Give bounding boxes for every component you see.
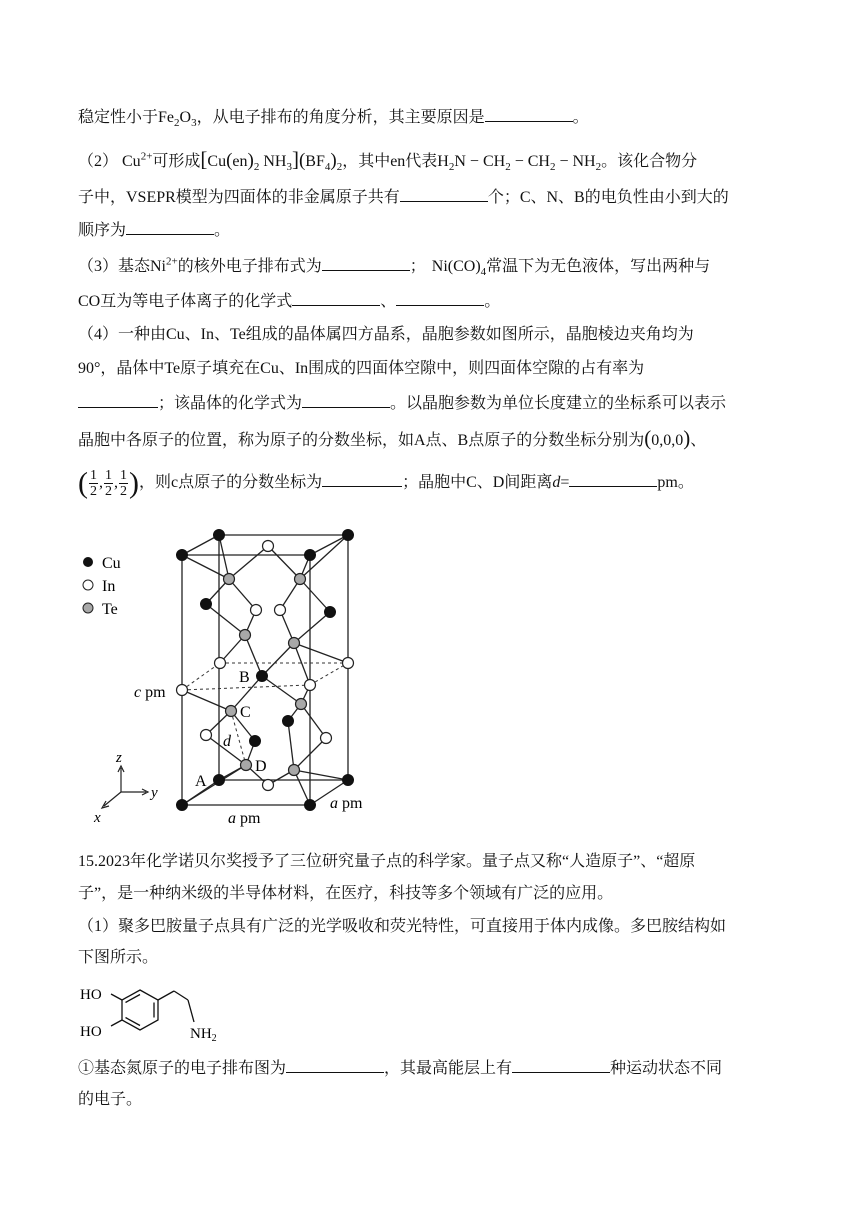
answer-blank[interactable] [400,186,488,202]
point-c-label: C [240,704,251,721]
text-line-5: （3）基态$Ni^{2+}$的核外电子排布式为 ； $Ni(CO)_4$常温下为无色液体，写出两种与 [78,255,711,279]
legend-te-marker [83,603,93,613]
text-line-11: ( $\frac{1}{2}$ , $\frac{1}{2}$ , $\frac{1}{2}$ )，则c点原子的分数坐标为 ；晶胞中C、D间距离d= pm。 [78,466,694,500]
axis-y-label: y [151,785,158,801]
dim-c-label: c pm [134,684,166,701]
text-line-7: （4）一种由Cu、In、Te组成的晶体属四方晶系，晶胞参数如图所示，晶胞棱边夹角均为 [78,326,694,343]
point-b-label: B [239,669,250,686]
text-line-1: 稳定性小于$Fe_2O_3$，从电子排布的角度分析，其主要原因是 。 [78,106,589,129]
answer-blank[interactable] [396,290,484,306]
axis-x-label: x [94,810,101,826]
text-line-3: 子中，VSEPR模型为四面体的非金属原子共有 个；C、N、B的电负性由小到大的 [78,186,729,209]
answer-blank[interactable] [485,106,573,122]
legend-in-marker [83,580,93,590]
legend-in-label: In [102,578,116,595]
answer-blank[interactable] [292,290,380,306]
amine-label: $NH_2$ [190,1026,217,1044]
answer-blank[interactable] [322,471,402,487]
legend-cu-marker [83,557,93,567]
hydroxyl-label-top: HO [80,987,102,1003]
text-line-13: 子”，是一种纳米级的半导体材料，在医疗，科技等多个领域有广泛的应用。 [78,885,614,902]
dopamine-structure [78,978,228,1048]
crystal-cell-figure [78,520,398,830]
point-d-label: D [255,758,267,775]
text-line-9: ；该晶体的化学式为 。以晶胞参数为单位长度建立的坐标系可以表示 [78,392,726,415]
text-line-12: 15.2023年化学诺贝尔奖授予了三位研究量子点的科学家。量子点又称“人造原子”、“超原 [78,853,696,870]
axis-z-label: z [116,750,122,766]
answer-blank[interactable] [322,255,410,271]
fraction-half: $\frac{1}{2}$ [105,468,112,499]
point-a-label: A [195,773,207,790]
answer-blank[interactable] [512,1057,610,1073]
legend-te-label: Te [102,601,118,618]
fraction-half: $\frac{1}{2}$ [120,468,127,499]
text-line-6: CO互为等电子体离子的化学式 、 。 [78,290,500,313]
dim-a-right-label: a pm [330,795,363,812]
text-line-4: 顺序为 。 [78,219,230,242]
text-line-8: 90°，晶体中Te原子填充在Cu、In围成的四面体空隙中，则四面体空隙的占有率为 [78,360,645,377]
text-line-15: 下图所示。 [78,949,159,966]
text-line-14: （1）聚多巴胺量子点具有广泛的光学吸收和荧光特性，可直接用于体内成像。多巴胺结构如 [78,918,727,935]
text-line-17: 的电子。 [78,1091,143,1108]
legend-cu-label: Cu [102,555,121,572]
hydroxyl-label-bottom: HO [80,1024,102,1040]
answer-blank[interactable] [569,471,657,487]
text-line-16: ①基态氮原子的电子排布图为 ，其最高能层上有 种运动状态不同 [78,1057,722,1080]
text-line-10: 晶胞中各原子的位置，称为原子的分数坐标，如A点、B点原子的分数坐标分别为(0,0,0)、 [78,426,707,450]
dim-a-bottom-label: a pm [228,810,261,827]
answer-blank[interactable] [302,392,390,408]
distance-d-label: d [223,733,231,750]
fraction-half: $\frac{1}{2}$ [90,468,97,499]
answer-blank[interactable] [78,392,158,408]
answer-blank[interactable] [286,1057,384,1073]
text-line-2: （2） $Cu^{2+}$可形成[$Cu(en)_2$ $NH_3](BF_4)_2$，其中en代表$H_2N - CH_2 - CH_2 - NH_2$。该化合物分 [78,147,698,174]
answer-blank[interactable] [126,219,214,235]
